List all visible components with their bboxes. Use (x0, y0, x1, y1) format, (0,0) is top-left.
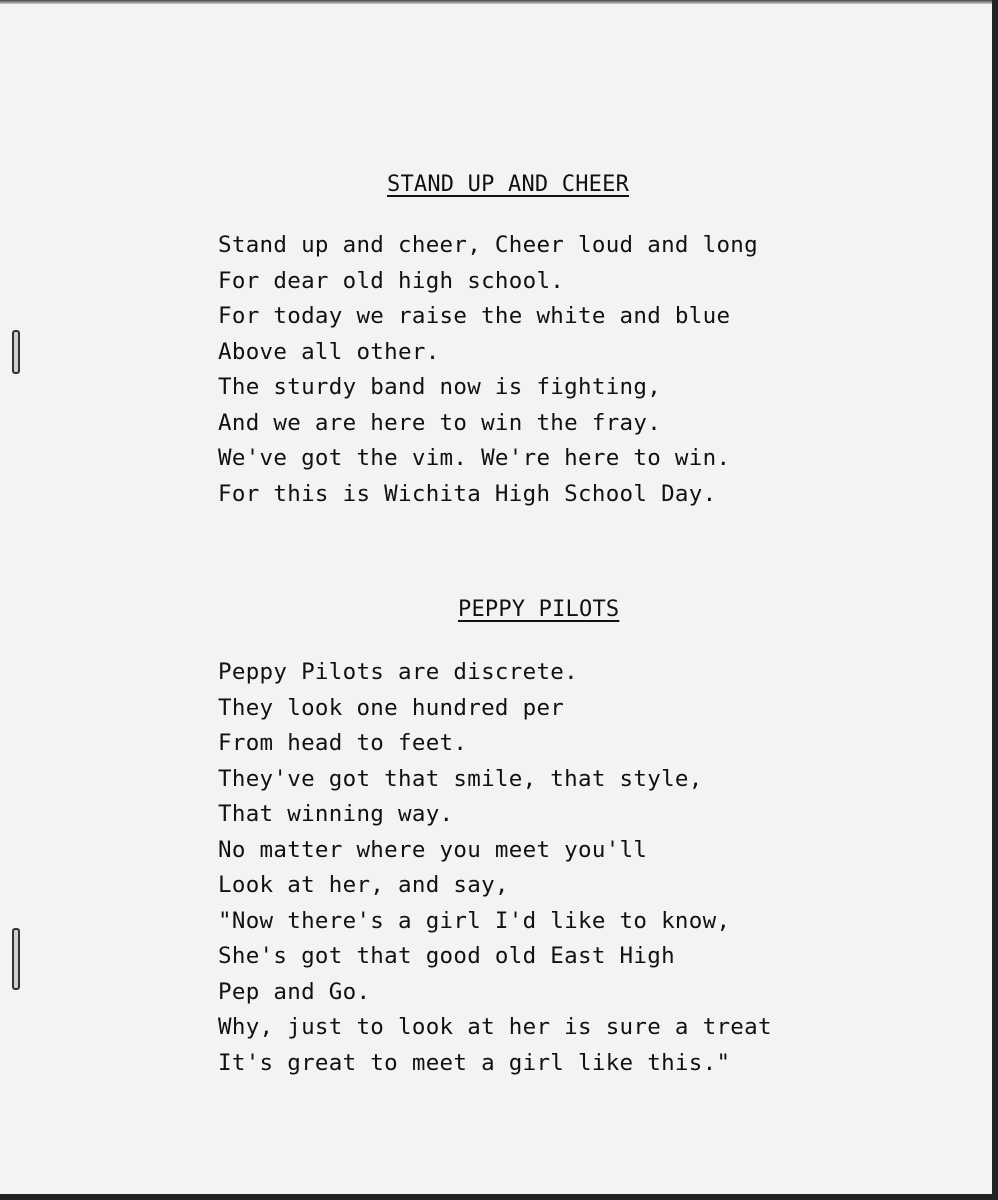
page-top-edge (0, 0, 992, 4)
lyric-line: That winning way. (218, 801, 454, 827)
lyric-line: Stand up and cheer, Cheer loud and long (218, 232, 758, 258)
lyric-line: For dear old high school. (218, 267, 565, 294)
lyric-line: It's great to meet a girl like this." (218, 1049, 731, 1076)
lyric-line: No matter where you meet you'll (218, 836, 648, 863)
lyric-line: "Now there's a girl I'd like to know, (218, 907, 731, 934)
song-title-peppy-pilots: PEPPY PILOTS (458, 597, 620, 622)
binding-staple (12, 330, 20, 374)
lyric-line: Peppy Pilots are discrete. (218, 659, 578, 685)
song-title-stand-up-and-cheer: STAND UP AND CHEER (387, 172, 630, 197)
lyric-line: They look one hundred per (218, 694, 565, 721)
lyric-line: And we are here to win the fray. (218, 409, 662, 436)
lyric-line: She's got that good old East High (218, 943, 675, 969)
lyric-line: They've got that smile, that style, (218, 765, 703, 792)
binding-staple (12, 928, 20, 990)
lyric-line: Pep and Go. (218, 978, 371, 1005)
lyric-line: For today we raise the white and blue (218, 303, 731, 329)
song-lyrics-stand-up-and-cheer (218, 228, 758, 512)
lyric-line: Why, just to look at her is sure a treat (218, 1014, 772, 1040)
lyric-line: Above all other. (218, 338, 440, 365)
lyric-line: We've got the vim. We're here to win. (218, 445, 731, 471)
lyric-line: Look at her, and say, (218, 872, 509, 898)
lyric-line: For this is Wichita High School Day. (218, 480, 717, 507)
lyric-line: From head to feet. (218, 730, 468, 756)
song-lyrics-peppy-pilots (218, 655, 772, 1081)
lyric-line: The sturdy band now is fighting, (218, 374, 662, 400)
